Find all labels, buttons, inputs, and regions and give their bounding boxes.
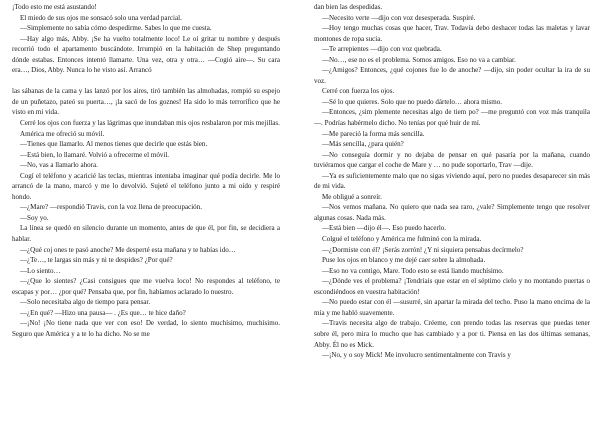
paragraph: —Soy yo. <box>20 213 49 222</box>
paragraph: —Hay algo más, Abby. ¡Se ha vuelto totalmente loco! Le oí gritar tu nombre y después recorrió todo el apartamento buscándote. Irrumpió en la habitación de Shep preguntando dónde estabas. Entonces intentó llamarte. Una vez, otra y otra… —Cogió aire—. Su cara era…, Dios, Abby. Nunca lo he visto así. Arrancó <box>12 34 280 75</box>
paragraph: —¿Amigos? Entonces, ¿qué cojones fue lo de anoche? —dijo, sin poder ocultar la ira de su voz. <box>314 66 590 85</box>
paragraph: Puse los ojos en blanco y me dejé caer sobre la almohada. <box>322 256 486 265</box>
paragraph: —Ya es suficientemente malo que no sigas viviendo aquí, pero no puedes desaparecer sin más de mi vida. <box>314 171 590 191</box>
paragraph: —Me pareció la forma más sencilla. <box>322 129 425 138</box>
paragraph: —Solo necesitaba algo de tiempo para pensar. <box>20 298 151 307</box>
paragraph: —Tienes que llamarlo. Al menos tienes que decirle que estás bien. <box>20 140 208 149</box>
paragraph: —¿Dónde ves el problema? ¡Tendríais que estar en el séptimo cielo y no montando puertas o escondiéndoos en vuestra habitación! <box>314 277 590 296</box>
paragraph: —¿Mare? —respondió Travis, con la voz llena de preocupación. <box>20 203 202 212</box>
paragraph: —Sé lo que quieres. Solo que no puedo dártelo… ahora mismo. <box>322 97 503 106</box>
paragraph: —Lo siento… <box>20 266 61 275</box>
paragraph: —Está bien —dijo él—. Eso puedo hacerlo. <box>322 224 447 233</box>
paragraph: Cerré los ojos con fuerza y las lágrimas que inundaban mis ojos resbalaron por mis mejillas. <box>20 118 280 127</box>
paragraph: Colgué el teléfono y América me fulminó con la mirada. <box>322 235 482 244</box>
paragraph: El miedo de sus ojos me sonsacó solo una verdad parcial. <box>20 13 182 22</box>
paragraph: —¡No! ¡No tiene nada que ver con eso! De verdad, lo siento muchísimo, muchísimo. Seguro que América y a te lo ha dicho. No se me <box>12 319 280 338</box>
paragraph: dan bien las despedidas. <box>314 3 383 11</box>
paragraph: —Travis necesita algo de trabajo. Créeme, con prendo todas las reservas que puedas tener sobre él, pero mira lo mucho que has cambiado y a por ti. Piensa en las dos últimas semanas, Abby. Él no es Mick. <box>314 319 590 349</box>
paragraph: —No, vas a llamarlo ahora. <box>20 161 98 170</box>
paragraph: las sábanas de la cama y las lanzó por los aires, tiró también las almohadas, rompió su espejo de un puñetazo, pateó su puerta…, ¡la sacó de los goznes! Ha sido lo más terrorífico que he visto en mi vida. <box>12 87 280 117</box>
paragraph: —Simplemente no sabía cómo despedirme. Sabes lo que me cuesta. <box>20 24 212 33</box>
paragraph: —¡No, y o soy Mick! Me involucro sentimentalmente con Travis y <box>322 351 511 360</box>
paragraph: ¡Todo esto me está asustando! <box>12 3 97 11</box>
paragraph: —Hoy tengo muchas cosas que hacer, Trav. Todavía debo deshacer todas las maletas y lavar montones de ropa sucia. <box>314 24 590 43</box>
paragraph: Me obligué a sonreír. <box>322 192 382 201</box>
paragraph: —¿En qué? —Hizo una pausa— . ¿Es que… te hice daño? <box>20 308 186 317</box>
paragraph: —No conseguía dormir y no dejaba de pensar en qué pasaría por la mañana, cuando tuviéramos que cargar el coche de Mare y … no pude soportarlo, Trav —dije. <box>314 150 590 170</box>
paragraph: —Te arrepientes —dijo con voz quebrada. <box>322 45 442 54</box>
paragraph: América me ofreció su móvil. <box>20 129 105 138</box>
paragraph: Cerré con fuerza los ojos. <box>322 87 395 96</box>
paragraph: —Entonces, ¿sim plemente necesitas algo de tiem po? —me preguntó con voz más tranquila—. Podrías habérmelo dicho. No tenías por qué huir de mí. <box>314 108 590 128</box>
paragraph: —No puedo estar con él —susurré, sin apartar la mirada del techo. Puso la mano encima de la mía y me habló suavemente. <box>314 298 590 317</box>
paragraph: —¿Te…, te largas sin más y ni te despides? ¿Por qué? <box>20 256 173 265</box>
paragraph: —¿Dormiste con él? ¡Serás zorrón! ¿Y ni siquiera pensabas decírmelo? <box>322 245 524 254</box>
paragraph: —¿Qué coj ones te pasó anoche? Me desperté esta mañana y te habías ido… <box>20 245 236 254</box>
paragraph: —Está bien, lo llamaré. Volvió a ofrecerme el móvil. <box>20 150 170 159</box>
left-page-column <box>12 2 280 339</box>
paragraph: —Eso no va contigo, Mare. Todo esto se está liando muchísimo. <box>322 266 504 275</box>
paragraph: —No…, ese no es el problema. Somos amigos. Eso no va a cambiar. <box>322 55 516 64</box>
right-page-column <box>314 2 590 361</box>
paragraph: —Más sencilla, ¿para quién? <box>322 140 404 149</box>
paragraph: —¿Que lo sientes? ¿Casi consigues que me vuelva loco! No respondes al teléfono, te escapas y por… ¿por qué? Pensaba que, por fin, habíamos aclarado lo nuestro. <box>12 277 280 296</box>
paragraph: —Nos vemos mañana. No quiero que nada sea raro, ¿vale? Simplemente tengo que resolver algunas cosas. Nada más. <box>314 203 590 222</box>
paragraph: —Necesito verte —dijo con voz desesperada. Suspiré. <box>322 13 476 22</box>
paragraph: La línea se quedó en silencio durante un momento, antes de que él, por fin, se decidiera a hablar. <box>12 224 280 243</box>
paragraph: Cogí el teléfono y acaricié las teclas, mientras intentaba imaginar qué podía decirle. Me lo arrancó de la mano, marcó y me lo devolvió. Sujeté el teléfono junto a mi oído y respiré hondo. <box>12 171 280 201</box>
